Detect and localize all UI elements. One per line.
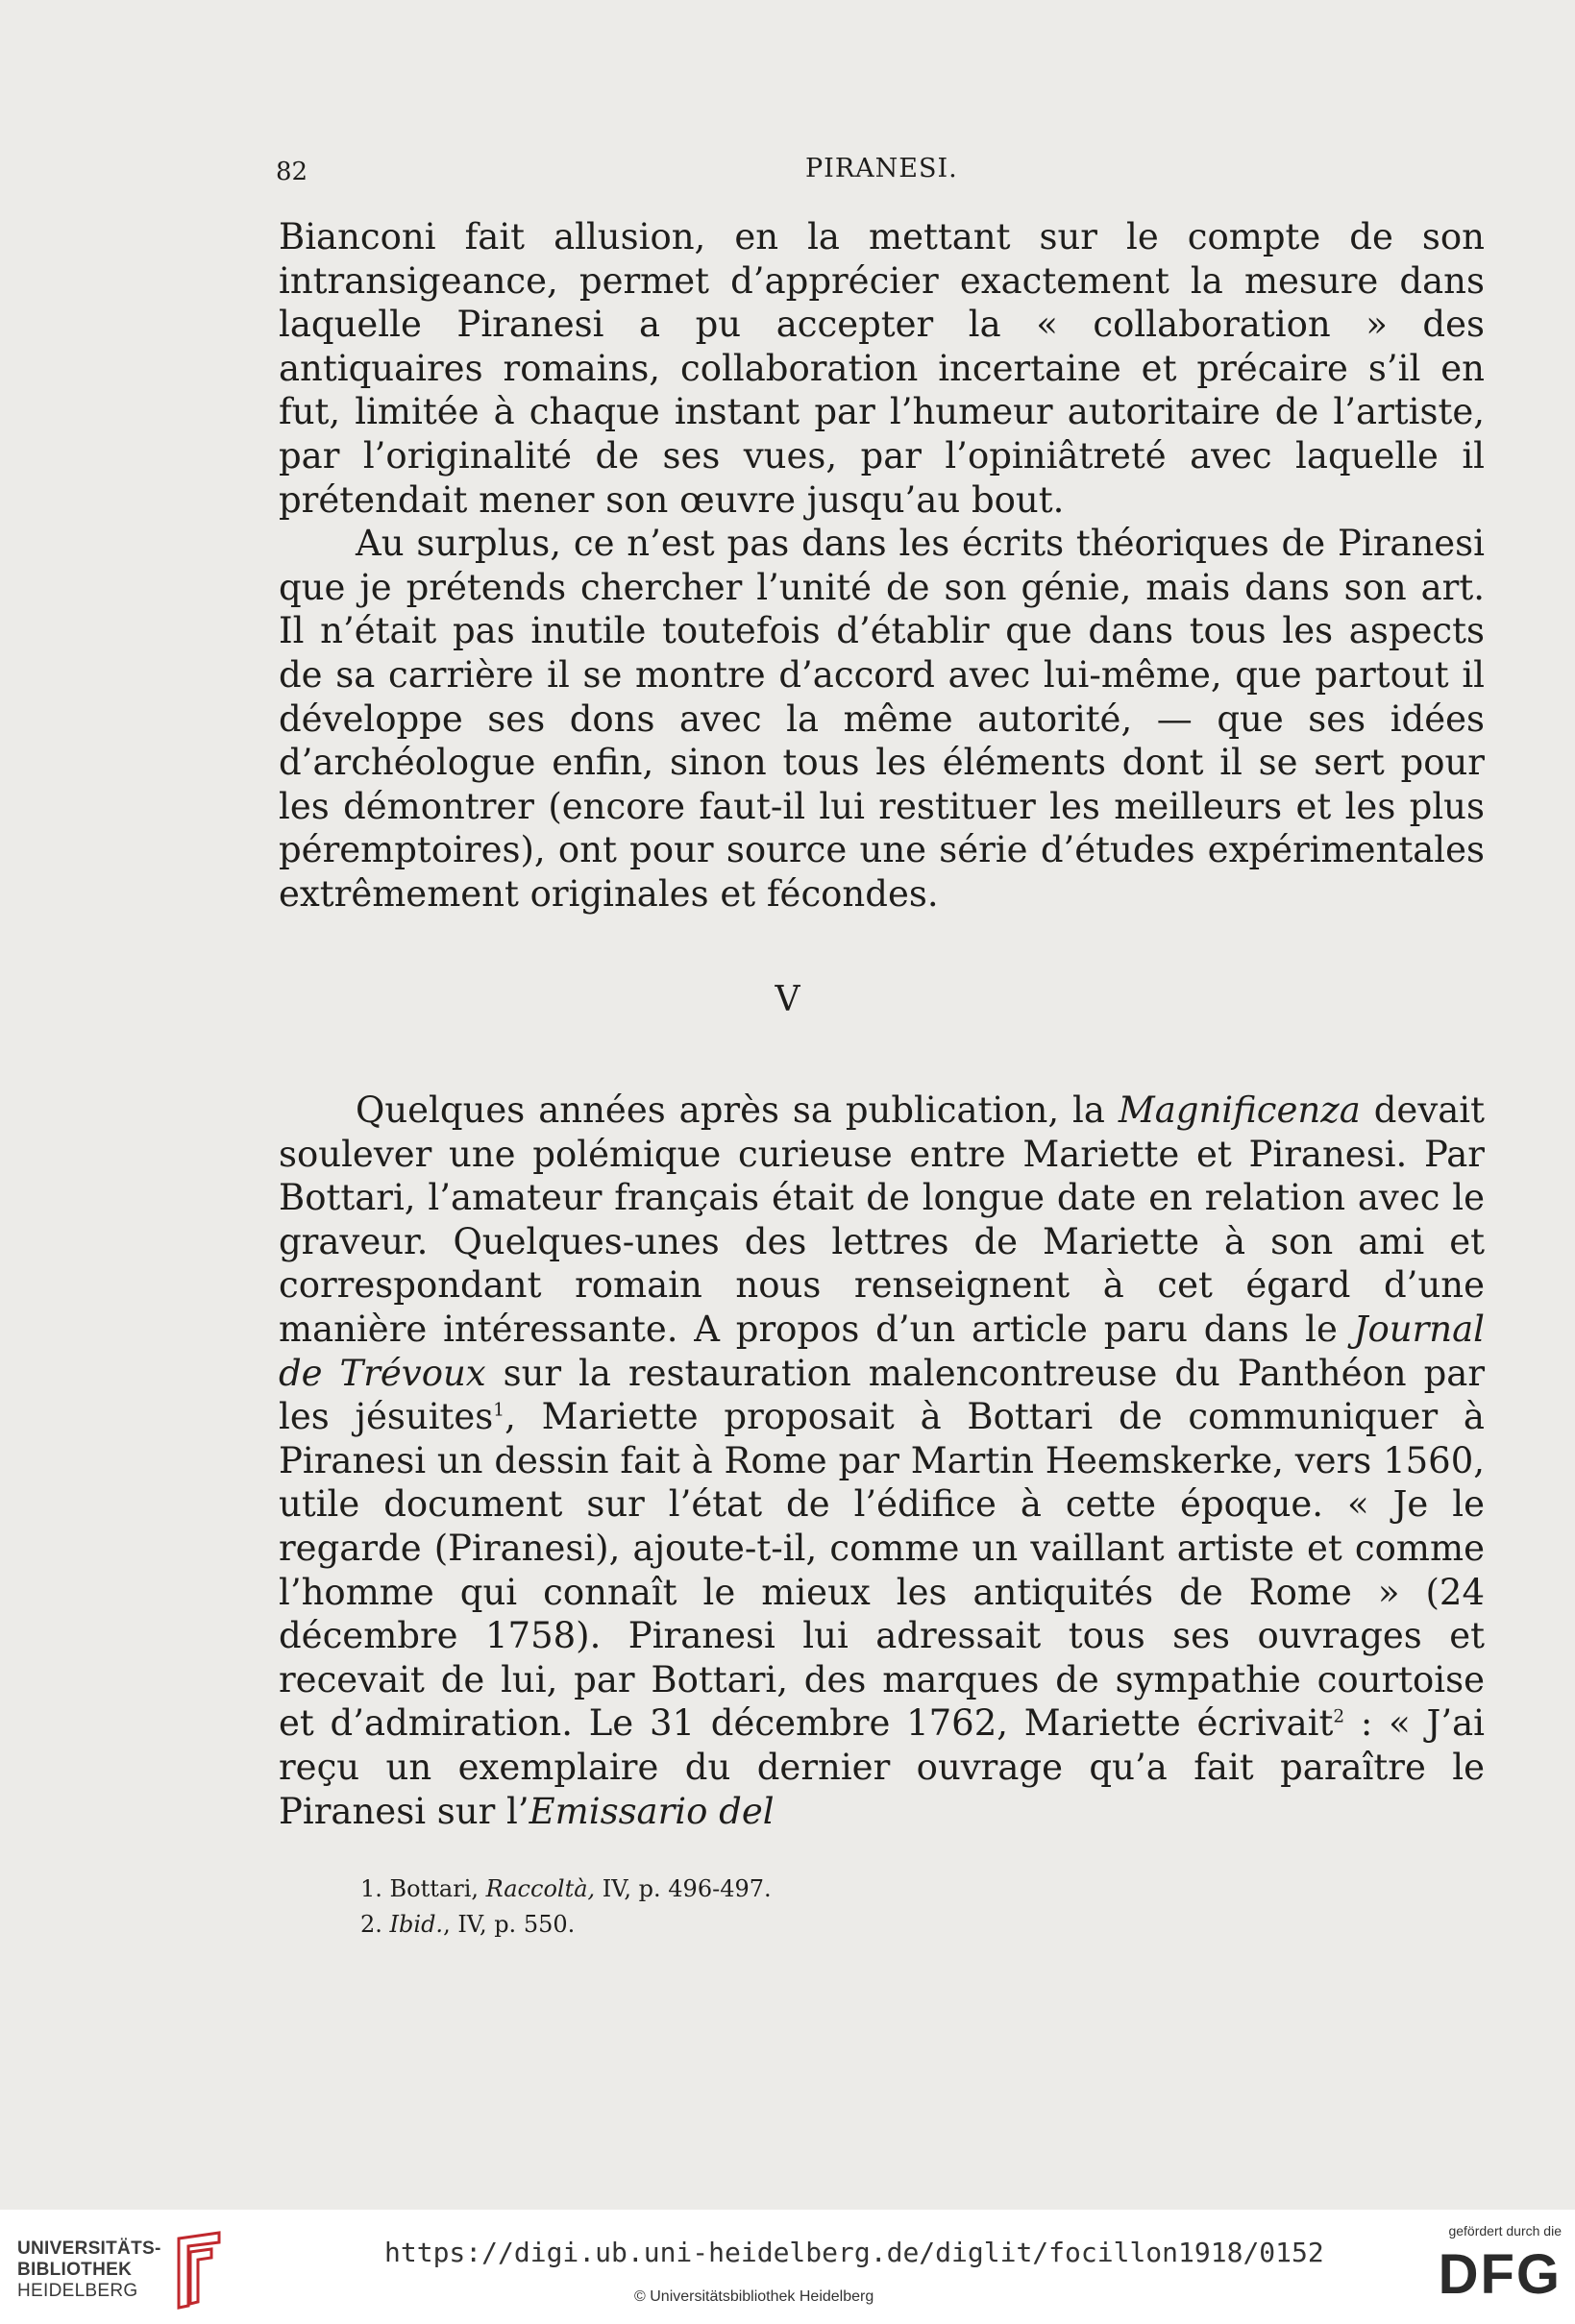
library-name-line: UNIVERSITÄTS- bbox=[17, 2238, 161, 2259]
footnote-number: 2. bbox=[360, 1911, 382, 1938]
paragraph-3-text-c: sur la restauration malencontreuse du Panthéon par les jésuites bbox=[279, 1352, 1486, 1438]
footnote-2 bbox=[360, 1907, 772, 1943]
footnote-italic: Raccoltà, bbox=[485, 1875, 596, 1902]
funder-block[interactable] bbox=[1403, 2223, 1562, 2319]
paragraph-3 bbox=[279, 1089, 1485, 1833]
university-library-logo[interactable] bbox=[17, 2225, 229, 2312]
footnote-text: , IV, p. 550. bbox=[443, 1911, 576, 1938]
paragraph-2: Au surplus, ce n’est pas dans les écrits théoriques de Piranesi que je prétends chercher l’unité de son génie, mais dans son art. Il n’était pas inutile toutefois d’établir que dans tous les aspects de sa carrière il se montre d’accord avec lui-même, que partout il développe ses dons avec la même autorité, — que ses idées d’archéologue enfin, sinon tous les éléments dont il se sert pour les démontrer (encore faut-il lui restituer les meilleurs et les plus péremptoires), ont pour source une série d’études expérimentales extrêmement originales et fécondes. bbox=[279, 523, 1485, 915]
library-emblem-icon bbox=[161, 2229, 229, 2310]
body-text-upper bbox=[279, 215, 1485, 917]
footnote-text bbox=[382, 1911, 390, 1938]
body-text-lower bbox=[279, 1089, 1485, 1833]
running-head bbox=[0, 154, 1575, 192]
library-name-line: HEIDELBERG bbox=[17, 2281, 138, 2301]
footnote-text: IV, p. 496-497. bbox=[595, 1875, 772, 1902]
footnote-italic: Ibid. bbox=[389, 1911, 444, 1938]
footnotes bbox=[360, 1871, 772, 1943]
library-name-line: BIBLIOTHEK bbox=[17, 2260, 133, 2280]
footnote-ref-2[interactable]: 2 bbox=[1333, 1706, 1345, 1727]
footer-bar bbox=[0, 2210, 1575, 2324]
dfg-logo: DFG bbox=[1438, 2243, 1562, 2306]
footnote-number: 1. bbox=[360, 1875, 382, 1902]
emissario-title: Emissario del bbox=[529, 1790, 775, 1832]
paragraph-3-text-b: devait soulever une polémique curieuse entre Mariette et Piranesi. Par Bottari, l’amateur français était de longue date en relation avec le graveur. Quelques-unes des lettres de Mariette à son ami et correspondant romain nous renseignent à cet égard d’une manière intéressante. A propos d’un article paru dans le bbox=[279, 1089, 1485, 1350]
funder-caption: gefördert durch die bbox=[1448, 2223, 1562, 2238]
permalink-url[interactable]: https://digi.ub.uni-heidelberg.de/diglit/focillon1918/0152 bbox=[384, 2237, 1324, 2268]
copyright-notice: © Universitätsbibliothek Heidelberg bbox=[634, 2288, 874, 2305]
paragraph-3-text-d: , Mariette proposait à Bottari de communiquer à Piranesi un dessin fait à Rome par Martin Heemskerke, vers 1560, utile document sur l’état de l’édifice à cette époque. « Je le regarde (Piranesi), ajoute-t-il, comme un vaillant artiste et comme l’homme qui connaît le mieux les antiquités de Rome » (24 décembre 1758). Piranesi lui adressait tous ses ouvrages et recevait de lui, par Bottari, des marques de sympathie courtoise et d’admiration. Le 31 décembre 1762, Mariette écrivait bbox=[279, 1396, 1485, 1745]
paragraph-3-text-a: Quelques années après sa publication, la bbox=[356, 1089, 1119, 1131]
paragraph-3-text-e: : « J’ai reçu un exemplaire du dernier ouvrage qu’a fait paraître le Piranesi sur l’ bbox=[279, 1702, 1485, 1832]
magnificenza-title: Magnificenza bbox=[1118, 1089, 1361, 1131]
page-number: 82 bbox=[276, 158, 308, 186]
library-name bbox=[17, 2238, 161, 2302]
paragraph-1: Bianconi fait allusion, en la mettant sur le compte de son intransigeance, permet d’apprécier exactement la mesure dans laquelle Piranesi a pu accepter la « collaboration » des antiquaires romains, collaboration incertaine et précaire s’il en fut, limitée à chaque instant par l’humeur autoritaire de l’artiste, par l’originalité de ses vues, par l’opiniâtreté avec laquelle il prétendait mener son œuvre jusqu’au bout. bbox=[279, 216, 1485, 521]
footnote-text: Bottari, bbox=[381, 1875, 486, 1902]
footnote-ref-1[interactable]: 1 bbox=[493, 1400, 505, 1421]
running-title: PIRANESI. bbox=[805, 154, 958, 183]
footnote-1 bbox=[360, 1871, 772, 1907]
section-heading: V bbox=[775, 980, 800, 1019]
journal-title: Journal de Trévoux bbox=[279, 1308, 1485, 1394]
